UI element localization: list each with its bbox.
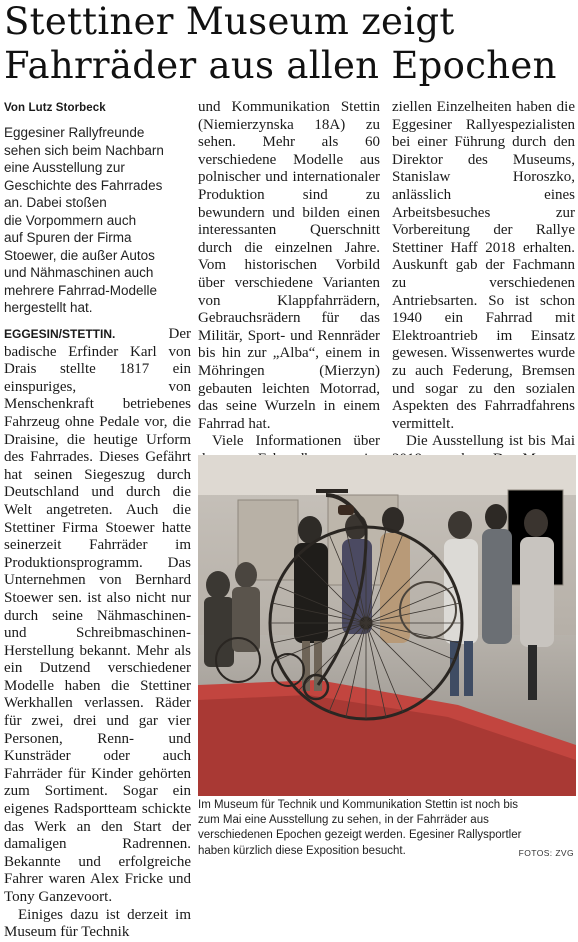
lead-line: an. Dabei stoßen [4, 195, 107, 210]
body-text: Der badische Erfinder Karl von Drais stellte 1817 ein einspuriges, von Menschenkraft betriebenes Fahrzeug ohne Pedale vor, die Draisine, die heutige Urform des Fahrrades. Dieses Gefährt hat seinen Siegeszug durch Deutschland und durch die Welt angetreten. Auch die Stettiner Firma Stoewer hatte seinerzeit Fahrräder im Produktionsprogramm. Das Unternehmen von Bernhard Stoewer sen. ist also nicht nur durch seine Nähmaschinen- und Schreibmaschinen-Herstellung bekannt. Mehr als ein Dutzend verschiedener Modelle haben die Stettiner Werkhallen verlassen. Räder für zwei, drei und gar vier Personen, Renn- und Kunsträder oder auch Fahrräder für Kinder gehörten zum Sortiment. Sogar ein eigenes Radsportteam schickte das Werk an den Start der damaligen Radrennen. Bekannte und erfolgreiche Fahrer waren Alex Fricke und Tony Ganzevoort. [4, 326, 191, 905]
dateline: EGGESIN/STETTIN. [4, 327, 116, 341]
lead-line: Eggesiner Rallyfreunde [4, 125, 145, 140]
caption-line: haben kürzlich diese Exposition besucht. [198, 844, 406, 857]
caption-line: verschiedenen Epochen gezeigt werden. Egesiner Rallysportler [198, 829, 522, 842]
lead-line: hergestellt hat. [4, 300, 93, 315]
lead-line: Stoewer, die außer Autos [4, 247, 155, 263]
column-1 [4, 326, 191, 942]
caption-line: zum Mai eine Ausstellung zu sehen, in der Fahrräder aus [198, 814, 489, 827]
column-2 [198, 99, 380, 504]
bicycle-exhibition-photo [198, 455, 576, 796]
lead-line: eine Ausstellung zur [4, 160, 125, 175]
article-photo [198, 455, 576, 796]
lead-line: mehrere Fahrrad-Modelle [4, 282, 158, 298]
headline-line-2: Fahrräder aus allen Epochen [4, 44, 557, 87]
caption-line: Im Museum für Technik und Kommunikation Stettin ist noch bis [198, 799, 519, 811]
body-paragraph: Die Ausstellung ist bis Mai [406, 433, 575, 450]
body-paragraph [4, 326, 191, 907]
lead-line: die Vorpommern auch [4, 212, 137, 228]
lead-line: sehen sich beim Nachbarn [4, 142, 164, 158]
lead-line: auf Spuren der Firma [4, 230, 132, 245]
lead-paragraph [4, 124, 190, 317]
body-paragraph: Viele Informationen über [212, 433, 380, 450]
body-paragraph: ziellen Einzelheiten haben die Eggesiner Rallyespezialisten bei einer Führung durch den Direktor des Museums, Stanislaw Horoszko, anlässlich eines Arbeitsbesuches zur Vorbereitung der Rallye Stettiner Haff 2018 erhalten. Auskunft gab der Fachmann zu verschiedenen Antriebsarten. So ist schon 1940 ein Fahrrad mit Elektroantrieb im Einsatz gewesen. Wissenwertes wurde zu auch Federung, Bremsen und sogar zu den sozialen Aspekten des Fahrradfahrens vermittelt. [392, 99, 575, 432]
body-paragraph: und Kommunikation Stettin (Niemierzynska 18A) zu sehen. Mehr als 60 verschiedene Modelle aus polnischer und internationaler Produktion sind zu bewundern und bilden einen interessanten Querschnitt durch die einzelnen Jahre. Vom historischen Vorbild über verschiedene Varianten von Klappfahrrädern, Gebrauchsrädern für das Militär, Sport- und Rennräder bis hin zur „Alba“, einem in Möhringen (Mierzyn) gebauten leichten Motorrad, das seine Wurzeln in einem Fahrrad hat. [198, 99, 380, 432]
body-paragraph: Einiges dazu ist derzeit im Museum für Technik [4, 906, 191, 941]
column-3 [392, 99, 575, 504]
photo-credit: FOTOS: ZVG [518, 848, 574, 858]
headline [4, 0, 576, 88]
lead-line: und Nähmaschinen auch [4, 265, 154, 280]
lead-line: Geschichte des Fahrrades [4, 177, 163, 193]
byline: Von Lutz Storbeck [4, 102, 106, 114]
headline-line-1: Stettiner Museum zeigt [4, 0, 455, 43]
